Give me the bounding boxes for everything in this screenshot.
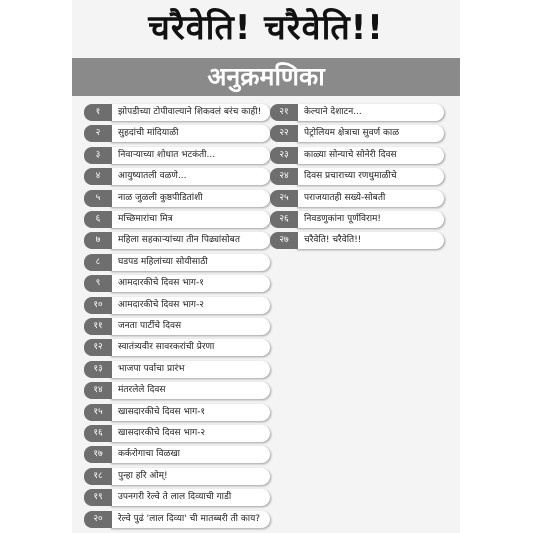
chapter-label-box: [296, 104, 444, 121]
chapter-title: आयुष्यातली वळणे...: [118, 171, 187, 182]
chapter-number: १४: [84, 382, 112, 399]
chapter-number: १७: [84, 446, 112, 463]
chapter-number: ३: [84, 147, 112, 164]
chapter-number: १६: [84, 425, 112, 442]
chapter-title: जनता पार्टीचे दिवस: [118, 321, 182, 331]
chapter-number: १०: [84, 297, 112, 314]
chapter-number: ४: [84, 168, 112, 185]
chapter-title: पुन्हा हरि ओम्!: [118, 470, 168, 481]
chapter-number: १५: [84, 404, 112, 421]
chapter-title: नाळ जुळली कुष्ठपीडितांशी: [118, 192, 203, 203]
chapter-label-box: [296, 211, 444, 228]
chapter-title: उपनगरी रेल्वे ते लाल दिव्याची गाडी: [118, 492, 232, 503]
chapter-number: २: [84, 125, 112, 142]
chapter-label-box: [110, 232, 270, 249]
chapter-label-box: [110, 404, 270, 421]
chapter-label-box: [110, 125, 270, 142]
chapter-label-box: [110, 361, 270, 378]
chapter-number: २४: [270, 168, 298, 185]
chapter-label-box: [296, 168, 444, 185]
chapter-title: निवडणुकांना पूर्णविराम!: [304, 214, 382, 224]
chapter-number: ९: [84, 275, 112, 292]
chapter-title: पराजयातही सख्ये-सोबती: [304, 192, 386, 203]
chapter-label-box: [110, 254, 270, 271]
chapter-title: सुहदांची मांदियाळी: [118, 128, 179, 139]
chapter-title: निवाऱ्याच्या शोधात भटकंती...: [118, 149, 216, 160]
chapter-label-box: [296, 232, 444, 249]
chapter-label-box: [110, 168, 270, 185]
chapter-number: ६: [84, 211, 112, 228]
chapter-number: २३: [270, 147, 298, 164]
chapter-title: मंतरलेले दिवस: [118, 385, 166, 396]
contents-heading: अनुक्रमणिका: [207, 62, 325, 91]
chapter-number: २५: [270, 190, 298, 207]
chapter-title: घडपड महिलांच्या सोयीसाठी: [118, 256, 208, 267]
chapter-title: रेल्वे पुढं 'लाल दिव्या' ची मातब्बरी ती काय?: [118, 513, 261, 524]
chapter-label-box: [110, 104, 270, 121]
chapter-label-box: [110, 489, 270, 506]
chapter-title: दिवस प्रचाराच्या रणधुमाळीचे: [304, 171, 397, 182]
chapter-number: १: [84, 104, 112, 121]
chapter-title: आमदारकीचे दिवस भाग-१: [118, 278, 204, 289]
chapter-number: २२: [270, 125, 298, 142]
chapter-label-box: [296, 190, 444, 207]
chapter-number: २७: [270, 232, 298, 249]
chapter-title: खासदारकीचे दिवस भाग-१: [118, 406, 206, 417]
chapter-title: आमदारकीचे दिवस भाग-२: [118, 299, 204, 310]
chapter-number: ११: [84, 318, 112, 335]
chapter-title: झोपडीच्या टोपीवाल्याने शिकवलं बरंच काही!: [118, 107, 262, 117]
chapter-title: खासदारकीचे दिवस भाग-२: [118, 428, 206, 438]
chapter-label-box: [110, 382, 270, 399]
chapter-label-box: [110, 425, 270, 442]
chapter-label-box: [296, 147, 444, 164]
chapter-title: कर्करोगाचा विळखा: [118, 449, 181, 460]
chapter-label-box: [110, 511, 270, 528]
chapter-label-box: [110, 190, 270, 207]
chapter-title: पेट्रोलियम क्षेत्राचा सुवर्ण काळ: [304, 128, 400, 139]
chapter-number: १२: [84, 339, 112, 356]
chapter-title: केल्याने देशाटन...: [304, 107, 362, 117]
book-page: [72, 0, 460, 533]
chapter-title: चरैवेति! चरैवेति!!: [304, 235, 362, 246]
chapter-label-box: [110, 211, 270, 228]
chapter-label-box: [110, 297, 270, 314]
chapter-label-box: [110, 339, 270, 356]
chapter-number: १३: [84, 361, 112, 378]
chapter-label-box: [110, 446, 270, 463]
chapter-number: ५: [84, 190, 112, 207]
chapter-number: २१: [270, 104, 298, 121]
chapter-title: भाजपा पर्वाचा प्रारंभ: [118, 363, 185, 374]
chapter-number: १९: [84, 489, 112, 506]
chapter-number: २०: [84, 511, 112, 528]
chapter-title: काळ्या सोन्याचे सोनेरी दिवस: [304, 149, 397, 160]
chapter-label-box: [110, 275, 270, 292]
chapter-label-box: [110, 318, 270, 335]
chapter-label-box: [296, 125, 444, 142]
chapter-number: ७: [84, 232, 112, 249]
contents-banner: [72, 58, 460, 96]
book-title: चरैवेति! चरैवेति!!: [148, 8, 384, 48]
chapter-title: महिला सहकाऱ्यांच्या तीन पिढ्यांसोबत: [118, 235, 240, 246]
chapter-label-box: [110, 147, 270, 164]
chapter-title: स्वातंत्र्यवीर सावरकरांची प्रेरणा: [118, 342, 215, 353]
chapter-label-box: [110, 468, 270, 485]
chapter-number: १८: [84, 468, 112, 485]
chapter-number: ८: [84, 254, 112, 271]
chapter-number: २६: [270, 211, 298, 228]
chapter-title: मच्छिमारांचा मित्र: [118, 214, 173, 224]
